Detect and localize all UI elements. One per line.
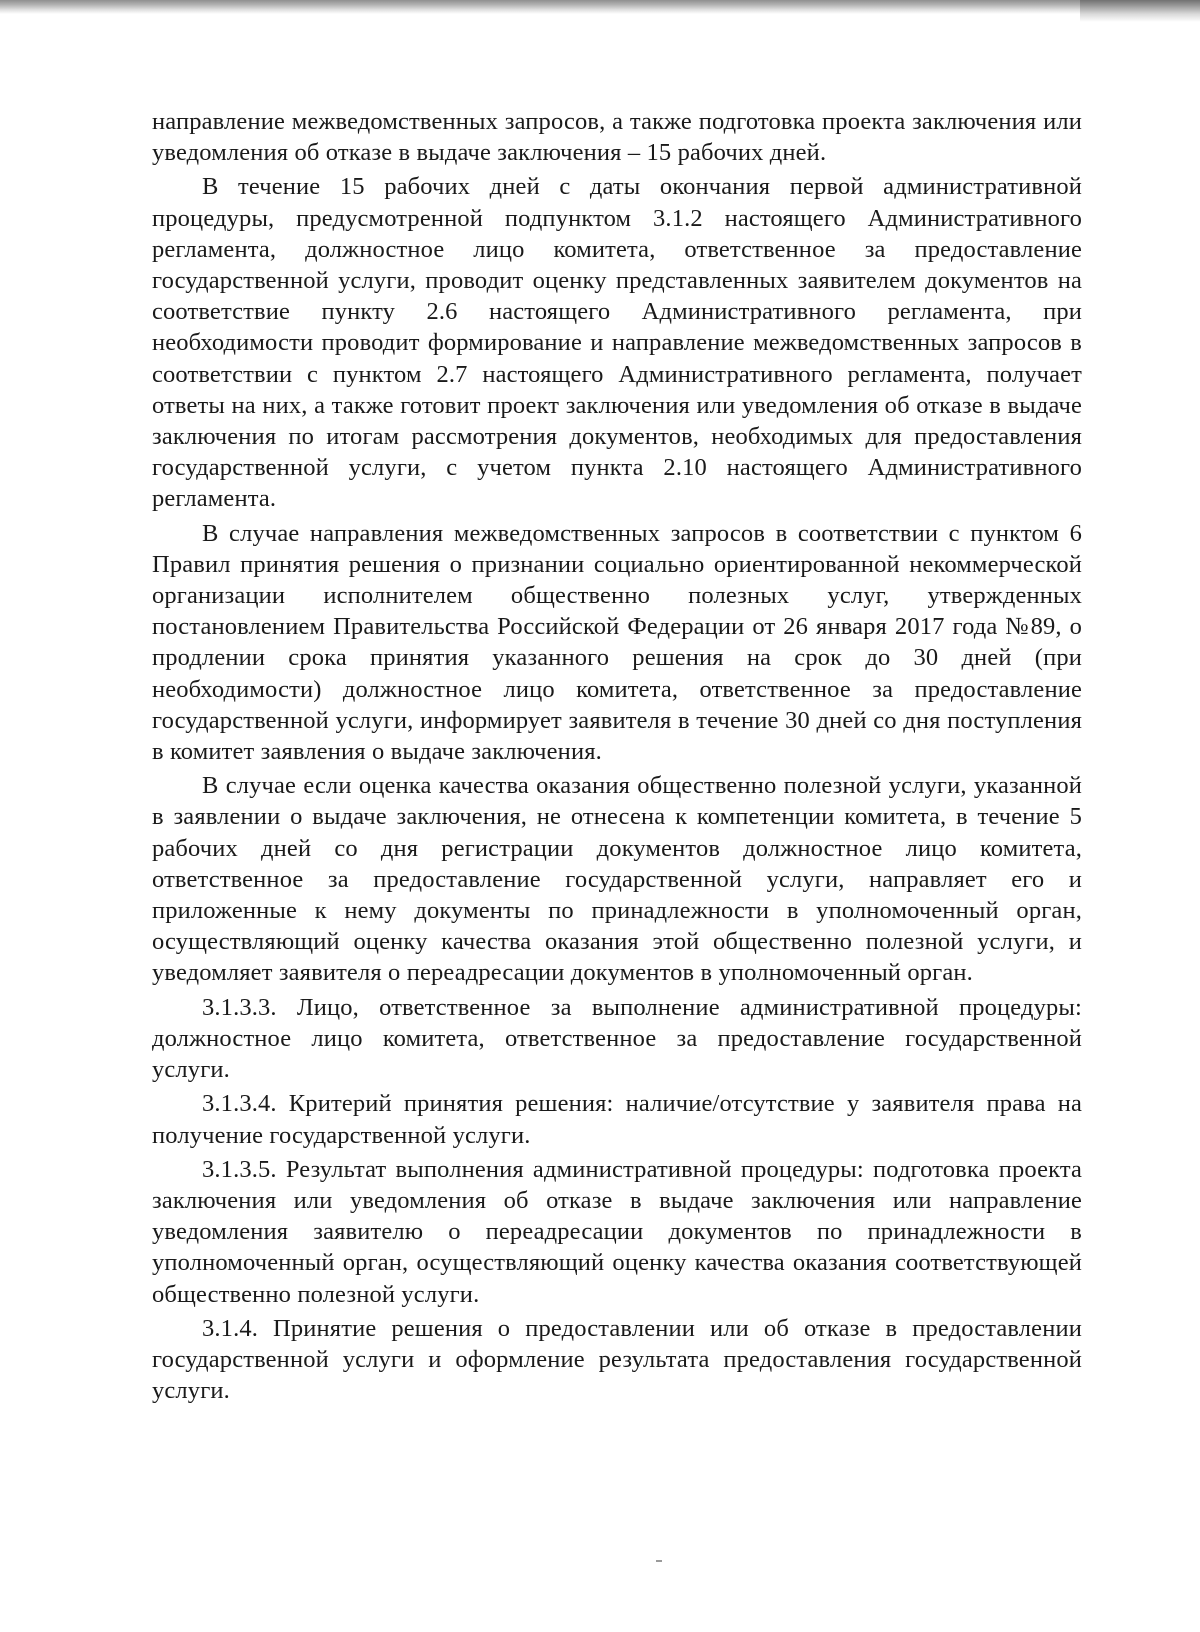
paragraph-interagency-requests: В случае направления межведомственных запросов в соответствии с пунктом 6 Правил принятия решения о признании социально ориентированной некоммерческой организации исполнителем общественно полезных услуг, утвержденных постановлением Правительства Российской Федерации от 26 января 2017 года №89, о продлении срока принятия указанного решения на срок до 30 дней (при необходимости) должностное лицо комитета, ответственное за предоставление государственной услуги, информирует заявителя в течение 30 дней со дня поступления в комитет заявления о выдаче заключения. xyxy=(152,519,1082,766)
paragraph-15-days: В течение 15 рабочих дней с даты окончания первой административной процедуры, предусмотренной подпунктом 3.1.2 настоящего Административного регламента, должностное лицо комитета, ответственное за предоставление государственной услуги, проводит оценку представленных заявителем документов на соответствие пункту 2.6 настоящего Административного регламента, при необходимости проводит формирование и направление межведомственных запросов в соответствии с пунктом 2.7 настоящего Административного регламента, получает ответы на них, а также готовит проект заключения или уведомления об отказе в выдаче заключения по итогам рассмотрения документов, необходимых для предоставления государственной услуги, с учетом пункта 2.10 настоящего Административного регламента. xyxy=(152,173,1082,513)
paragraph-3-1-4: 3.1.4. Принятие решения о предоставлении или об отказе в предоставлении государственной услуги и оформление результата предоставления государственной услуги. xyxy=(152,1314,1082,1405)
scan-top-edge xyxy=(0,0,1200,14)
paragraph-3-1-3-5: 3.1.3.5. Результат выполнения административной процедуры: подготовка проекта заключения или уведомления об отказе в выдаче заключения или направление уведомления заявителю о переадресации документов по принадлежности в уполномоченный орган, осуществляющий оценку качества оказания соответствующей общественно полезной услуги. xyxy=(152,1155,1082,1308)
scan-corner-shadow xyxy=(1080,0,1200,22)
paragraph-redirect: В случае если оценка качества оказания общественно полезной услуги, указанной в заявлении о выдаче заключения, не отнесена к компетенции комитета, в течение 5 рабочих дней со дня регистрации документов должностное лицо комитета, ответственное за предоставление государственной услуги, направляет его и приложенные к нему документы по принадлежности в уполномоченный орган, осуществляющий оценку качества оказания этой общественно полезной услуги, и уведомляет заявителя о переадресации документов в уполномоченный орган. xyxy=(152,772,1082,987)
scan-speck xyxy=(656,1560,662,1562)
document-body xyxy=(152,106,1082,1409)
paragraph-continuation: направление межведомственных запросов, а также подготовка проекта заключения или уведомления об отказе в выдаче заключения – 15 рабочих дней. xyxy=(152,108,1082,167)
paragraph-3-1-3-4: 3.1.3.4. Критерий принятия решения: наличие/отсутствие у заявителя права на получение государственной услуги. xyxy=(152,1090,1082,1149)
paragraph-3-1-3-3: 3.1.3.3. Лицо, ответственное за выполнение административной процедуры: должностное лицо комитета, ответственное за предоставление государственной услуги. xyxy=(152,993,1082,1084)
